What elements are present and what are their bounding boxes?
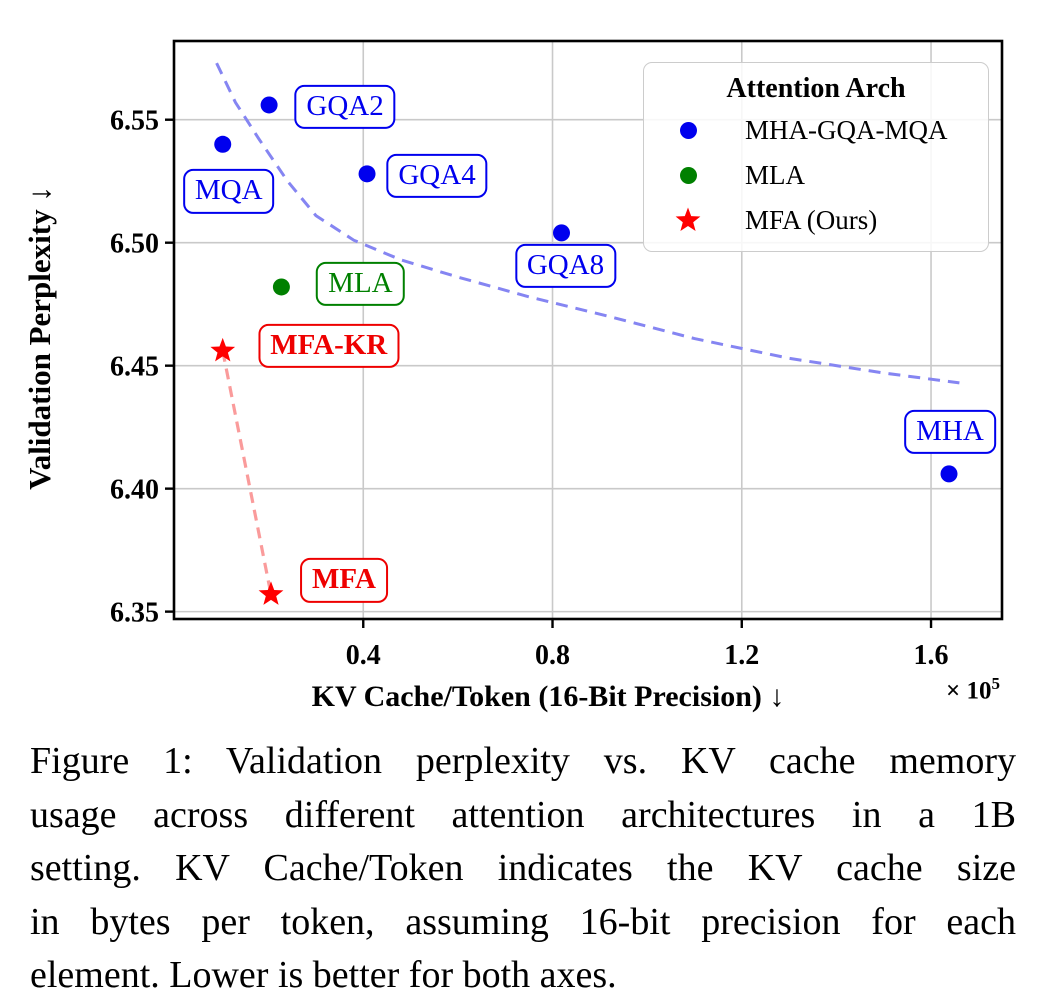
- point-GQA4: [359, 165, 376, 182]
- y-axis-label: Validation Perplexity ↓: [22, 186, 57, 490]
- y-tick-label: 6.50: [110, 228, 159, 260]
- legend-item-mfa-ours: [644, 198, 988, 243]
- point-label-MQA: MQA: [183, 169, 275, 213]
- x-axis-offset-label: [946, 674, 1000, 705]
- point-label-GQA8: GQA8: [515, 244, 616, 288]
- y-tick-label: 6.40: [110, 474, 159, 506]
- offset-base: × 10: [946, 677, 992, 705]
- point-MHA: [941, 465, 958, 482]
- x-axis-label: KV Cache/Token (16-Bit Precision) ↓: [311, 680, 785, 713]
- offset-exponent: 5: [991, 674, 1000, 693]
- point-label-MFA-KR: MFA-KR: [258, 324, 399, 368]
- x-tick-label: 1.2: [724, 640, 760, 671]
- legend-item-mha-gqa-mqa: [644, 108, 988, 153]
- y-tick-label: 6.45: [110, 351, 159, 383]
- mfa-connector-line: [223, 351, 271, 594]
- caption-line: usage across different attention architectures in a 1B: [30, 793, 1016, 836]
- point-MQA: [214, 136, 231, 153]
- legend-item-label: MLA: [745, 160, 805, 190]
- y-tick-label: 6.35: [110, 597, 159, 629]
- caption-line: setting. KV Cache/Token indicates the KV cache size: [30, 847, 1016, 889]
- point-label-MFA: MFA: [300, 558, 388, 602]
- y-tick-label: 6.55: [110, 105, 159, 137]
- point-GQA8: [553, 224, 570, 241]
- x-tick-label: 1.6: [913, 640, 949, 671]
- point-GQA2: [261, 96, 278, 113]
- legend-item-mla: [644, 153, 988, 198]
- caption-line: in bytes per token, assuming 16-bit precision for each: [30, 900, 1016, 943]
- legend-item-label: MFA (Ours): [745, 205, 878, 235]
- x-tick-label: 0.8: [535, 640, 571, 671]
- point-MFA: [259, 581, 284, 605]
- point-label-MLA: MLA: [316, 262, 404, 306]
- caption-line: Figure 1: Validation perplexity vs. KV cache memory: [30, 740, 1016, 782]
- legend-blue-dot-icon: [644, 122, 732, 139]
- legend-green-dot-icon: [644, 167, 732, 184]
- x-tick-label: 0.4: [345, 640, 381, 671]
- legend-title: Attention Arch: [726, 73, 906, 104]
- point-MLA: [273, 278, 290, 295]
- point-label-GQA2: GQA2: [294, 85, 395, 129]
- caption-line: element. Lower is better for both axes.: [30, 954, 617, 996]
- point-label-MHA: MHA: [904, 410, 996, 454]
- legend-red-star-icon: [644, 207, 732, 234]
- figure-caption: [30, 735, 1016, 1003]
- legend: [643, 62, 989, 252]
- legend-item-label: MHA-GQA-MQA: [745, 115, 948, 145]
- point-label-GQA4: GQA4: [386, 154, 487, 198]
